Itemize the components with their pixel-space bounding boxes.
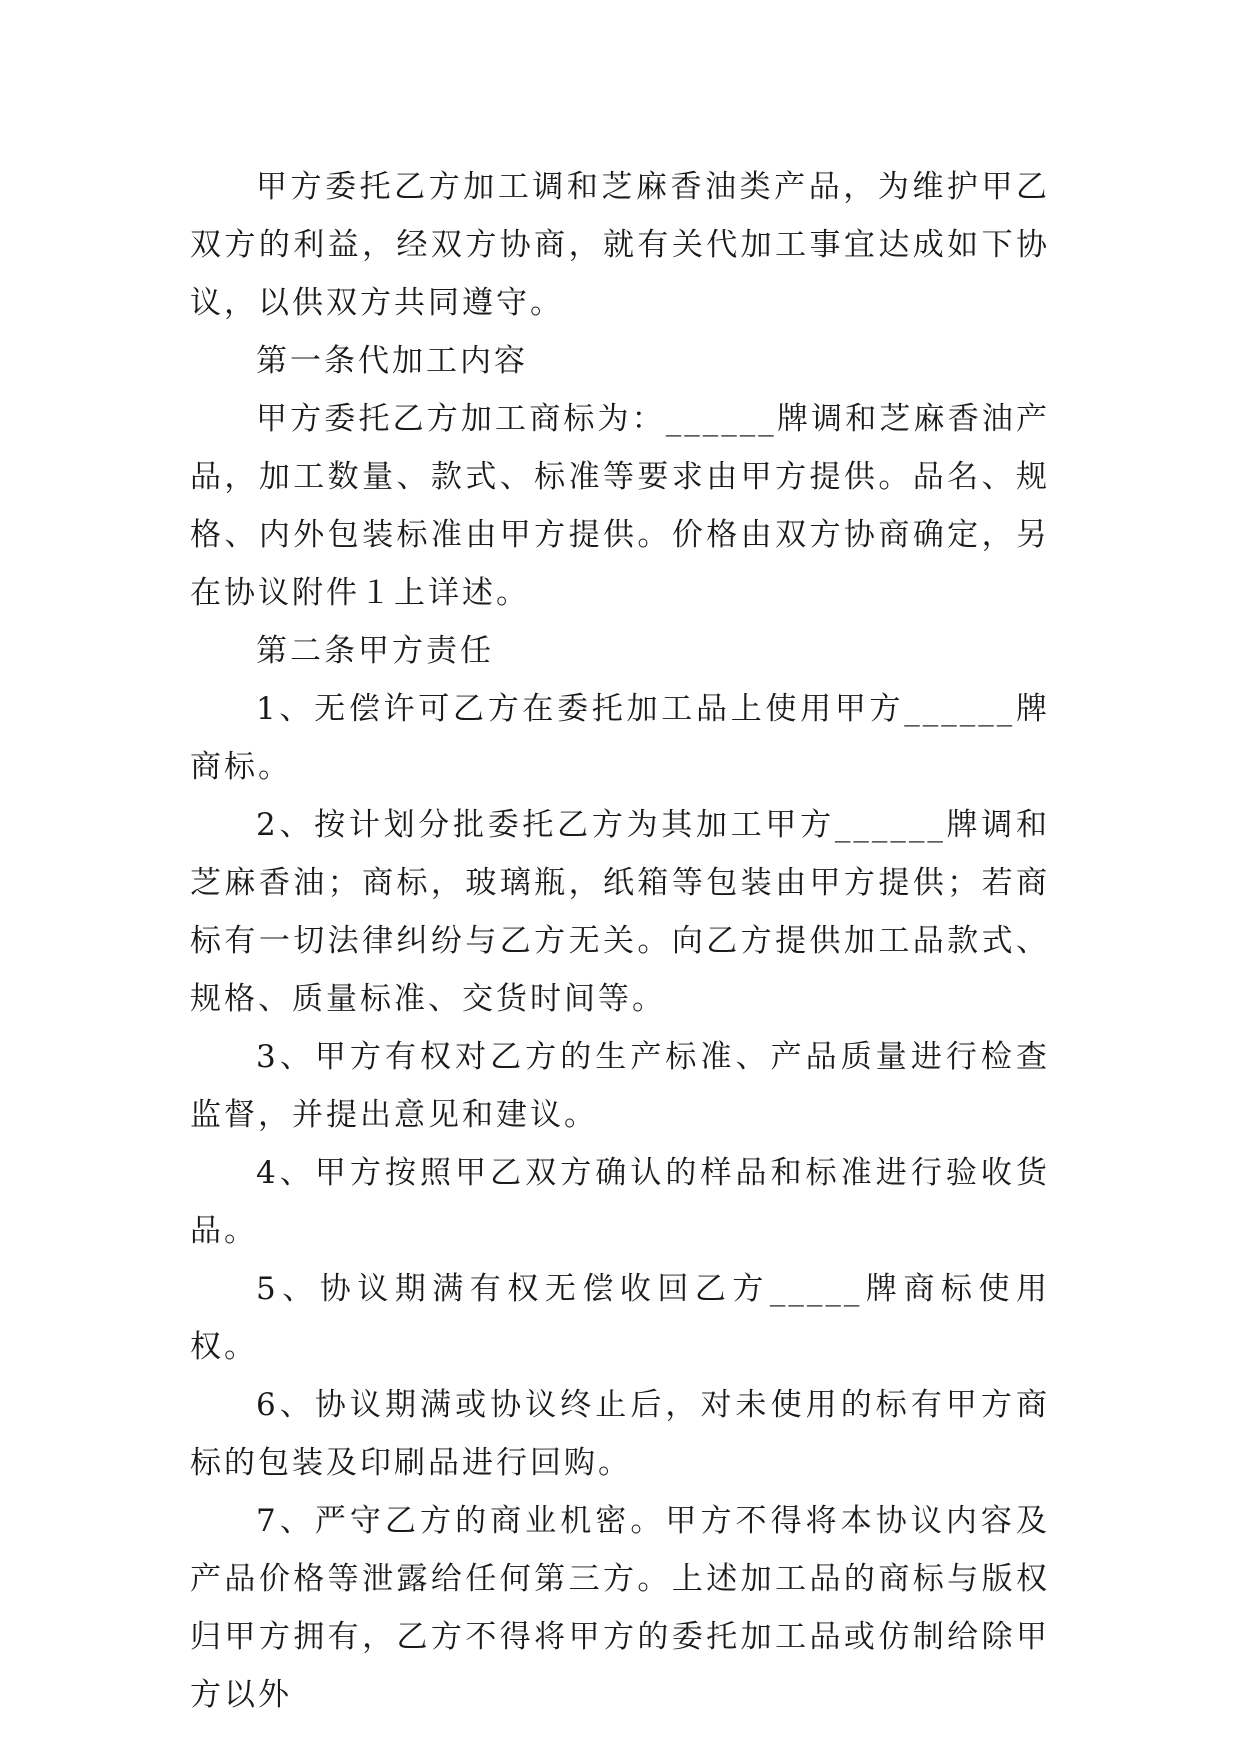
article-2-item-2: 2、按计划分批委托乙方为其加工甲方______牌调和芝麻香油；商标，玻璃瓶，纸箱等包装由甲方提供；若商标有一切法律纠纷与乙方无关。向乙方提供加工品款式、规格、质量标准、交货时间等。 [190, 807, 1050, 1017]
article-1-content: 甲方委托乙方加工商标为：______牌调和芝麻香油产品，加工数量、款式、标准等要求由甲方提供。品名、规格、内外包装标准由甲方提供。价格由双方协商确定，另在协议附件１上详述。 [190, 401, 1050, 611]
article-2-item-3: 3、甲方有权对乙方的生产标准、产品质量进行检查监督，并提出意见和建议。 [190, 1039, 1050, 1133]
article-2-heading: 第二条甲方责任 [256, 633, 494, 669]
article-2-item-6: 6、协议期满或协议终止后，对未使用的标有甲方商标的包装及印刷品进行回购。 [190, 1387, 1050, 1481]
article-2-item-7: 7、严守乙方的商业机密。甲方不得将本协议内容及产品价格等泄露给任何第三方。上述加工品的商标与版权归甲方拥有，乙方不得将甲方的委托加工品或仿制给除甲方以外 [190, 1503, 1050, 1713]
article-2-item-4: 4、甲方按照甲乙双方确认的样品和标准进行验收货品。 [190, 1155, 1050, 1249]
article-2-item-1: 1、无偿许可乙方在委托加工品上使用甲方______牌商标。 [190, 691, 1050, 785]
paragraph-intro: 甲方委托乙方加工调和芝麻香油类产品，为维护甲乙双方的利益，经双方协商，就有关代加工事宜达成如下协议，以供双方共同遵守。 [190, 169, 1050, 321]
document-body [190, 158, 1050, 1724]
article-2-item-5: 5、协议期满有权无偿收回乙方_____牌商标使用权。 [190, 1271, 1050, 1365]
article-1-heading: 第一条代加工内容 [256, 343, 528, 379]
